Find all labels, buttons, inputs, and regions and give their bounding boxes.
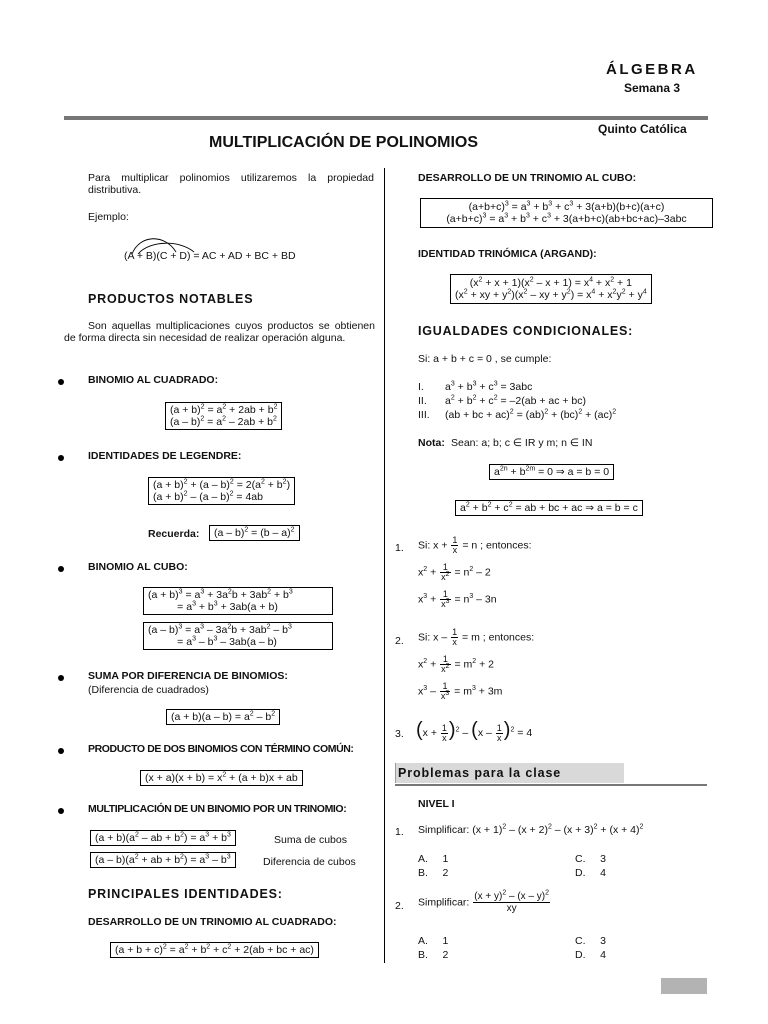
page-title: MULTIPLICACIÓN DE POLINOMIOS	[209, 134, 479, 151]
trinomial-square-formula: $(a + b + c)^2 = a^2 + b^2 + c^2 + 2(ab$ + bc + ac)	[110, 942, 319, 958]
nota-label: Nota:	[418, 437, 445, 449]
distributive-example: (A + B)(C + D) = AC + AD + BC + BD	[124, 250, 296, 262]
power-sum-zero-formula: $a^{2n} + b^{2m} = 0$ ⇒ a = b = 0	[489, 464, 614, 480]
roman-ii: II.	[418, 395, 427, 407]
roman-iii: III.	[418, 409, 430, 421]
diff-cubes-label: Diferencia de cubos	[263, 856, 356, 868]
problem-1-number: 1.	[395, 826, 404, 838]
argand-title: IDENTIDAD TRINÓMICA (ARGAND):	[418, 248, 597, 260]
legendre-title: IDENTIDADES DE LEGENDRE:	[88, 450, 242, 462]
squares-equality-formula: $a^2 + b^2 + c^2$ = ab + bc + ac ⇒ a = b = c	[455, 500, 643, 516]
recuerda-formula: (a – b)$^2$ = (b – a)$^2$	[209, 525, 300, 541]
sum-cubes-label: Suma de cubos	[274, 834, 347, 846]
identity-ii: $a^2 + b^2 + c^2 = -2(ab$ + ac + bc)	[445, 394, 587, 407]
sum-diff-subtitle: (Diferencia de cuadrados)	[88, 684, 209, 696]
sum-diff-formula: $(a + b)(a - b) = a^2 - b^2$	[166, 709, 280, 725]
binomial-square-title: BINOMIO AL CUADRADO:	[88, 374, 219, 386]
problem-2-option-c[interactable]: C. 3	[575, 935, 606, 947]
page-corner-tab	[661, 978, 707, 994]
sum-diff-title: SUMA POR DIFERENCIA DE BINOMIOS:	[88, 670, 288, 682]
item-1-number: 1.	[395, 542, 404, 554]
conditional-equalities-title: IGUALDADES CONDICIONALES:	[418, 324, 634, 338]
item-3-number: 3.	[395, 728, 404, 740]
item-2-condition: Si: x – $\frac{1}{x}$ = m ; entonces:	[418, 627, 535, 647]
item-1-cube: $x^3$ + $\frac{1}{x^3}$ = $n^3 - 3n$	[418, 589, 497, 609]
main-identities-title: PRINCIPALES IDENTIDADES:	[88, 887, 283, 901]
nota-text: Sean: a; b; c ∈ IR y m; n ∈ IN	[451, 437, 593, 449]
bullet-icon	[58, 808, 64, 814]
binomial-cube-title: BINOMIO AL CUBO:	[88, 561, 188, 573]
column-divider	[384, 168, 385, 963]
item-1-square: $x^2$ + $\frac{1}{x^2}$ = $n^2 - 2$	[418, 562, 491, 582]
bullet-icon	[58, 566, 64, 572]
item-2-square: $x^2$ + $\frac{1}{x^2}$ = $m^2 + 2$	[418, 654, 494, 674]
problems-title: Problemas para la clase	[398, 766, 562, 780]
identity-iii: (ab + bc + ac)$^2$ = (ab)$^2$ + (bc)$^2$ + (ac)$^2$	[445, 408, 617, 421]
binomial-trinomial-title: MULTIPLICACIÓN DE UN BINOMIO POR UN TRINOMIO:	[88, 803, 347, 815]
item-3-identity: (x + $\frac{1}{x}$ )$^2$ – (x – $\frac{1}{x}$ )$^2$ = 4	[416, 719, 533, 743]
binomial-cube-diff-formula: $(a - b)^3 = a^3 - 3a^2b + 3ab^2 - b^3$ = $a^3 - b^3 - 3ab(a - b)$	[143, 622, 333, 650]
problems-rule	[395, 784, 707, 786]
problem-1-option-b[interactable]: B. 2	[418, 867, 449, 879]
bullet-icon	[58, 675, 64, 681]
bullet-icon	[58, 455, 64, 461]
header-rule	[64, 116, 708, 120]
argand-formula: $(x^2 + x + 1)(x^2 - x + 1) = x^4 + x^2 + 1$ ($x^2$ + xy + $y^2)(x^2$ – xy + $y^2) = x^4 + x^2y^2 + y^4$	[450, 274, 652, 304]
intro-text: Para multiplicar polinomios utilizaremos la propiedad distributiva.	[88, 172, 374, 196]
recuerda-label: Recuerda:	[148, 528, 200, 540]
bullet-icon	[58, 379, 64, 385]
sum-cubes-formula: $(a + b)(a^2$ – ab + $b^2) = a^3 + b^3$	[90, 830, 236, 846]
binomial-square-formula: $(a + b)^2 = a^2 + 2ab + b^2$ $(a - b)^2 = a^2 - 2ab + b^2$	[165, 402, 282, 430]
bullet-icon	[58, 748, 64, 754]
item-2-cube: $x^3$ – $\frac{1}{x^3}$ = $m^3 + 3m$	[418, 681, 503, 701]
binomial-cube-sum-formula: $(a + b)^3 = a^3 + 3a^2b + 3ab^2 + b^3$ = $a^3 + b^3 + 3ab(a + b)$	[143, 587, 333, 615]
problem-2-option-d[interactable]: D. 4	[575, 949, 606, 961]
grade-label: Quinto Católica	[598, 122, 687, 136]
problem-2-option-a[interactable]: A. 1	[418, 935, 449, 947]
notable-products-desc: Son aquellas multiplicaciones cuyos productos se obtienen de forma directa sin necesidad de realizar operación alguna.	[64, 320, 375, 344]
item-1-condition: Si: x + $\frac{1}{x}$ = n ; entonces:	[418, 535, 532, 555]
condition-text: Si: a + b + c = 0 , se cumple:	[418, 353, 552, 365]
notable-products-title: PRODUCTOS NOTABLES	[88, 292, 254, 306]
legendre-formula: $(a + b)^2 + (a - b)^2 = 2(a^2 + b^2)$ $(a + b)^2 - (a - b)^2 = 4ab$	[148, 477, 295, 505]
week-label: Semana 3	[624, 81, 681, 95]
problem-2-number: 2.	[395, 900, 404, 912]
roman-i: I.	[418, 381, 424, 393]
common-term-title: PRODUCTO DE DOS BINOMIOS CON TÉRMINO COMÚN:	[88, 743, 354, 755]
subject-title: ÁLGEBRA	[606, 61, 698, 78]
item-2-number: 2.	[395, 635, 404, 647]
problem-2-statement: Simplificar: $\frac{(x + y)^2 - (x - y)^2}{xy}$	[418, 889, 550, 914]
problem-2-option-b[interactable]: B. 2	[418, 949, 449, 961]
trinomial-cube-formula: $(a+b+c)^3 = a^3 + b^3 + c^3 + 3(a+b)(b+c)(a+c)$ $(a+b+c)^3 = a^3 + b^3 + c^3 + 3(a+b+c)(ab+bc+ac)-3abc$	[420, 198, 713, 228]
trinomial-cube-title: DESARROLLO DE UN TRINOMIO AL CUBO:	[418, 172, 637, 184]
example-label: Ejemplo:	[88, 211, 129, 223]
trinomial-square-title: DESARROLLO DE UN TRINOMIO AL CUADRADO:	[88, 916, 337, 928]
problem-1-option-c[interactable]: C. 3	[575, 853, 606, 865]
identity-i: $a^3 + b^3 + c^3 = 3abc$	[445, 380, 533, 393]
problem-1-statement: Simplificar: $(x + 1)^2 - (x + 2)^2 - (x + 3)^2 + (x + 4)^2$	[418, 823, 644, 836]
level-label: NIVEL I	[418, 798, 455, 810]
common-term-formula: $(x + a)(x + b) = x^2 + (a + b)x$ + ab	[140, 770, 303, 786]
problem-1-option-a[interactable]: A. 1	[418, 853, 449, 865]
problem-1-option-d[interactable]: D. 4	[575, 867, 606, 879]
diff-cubes-formula: $(a - b)(a^2$ + ab + $b^2) = a^3 - b^3$	[90, 852, 236, 868]
